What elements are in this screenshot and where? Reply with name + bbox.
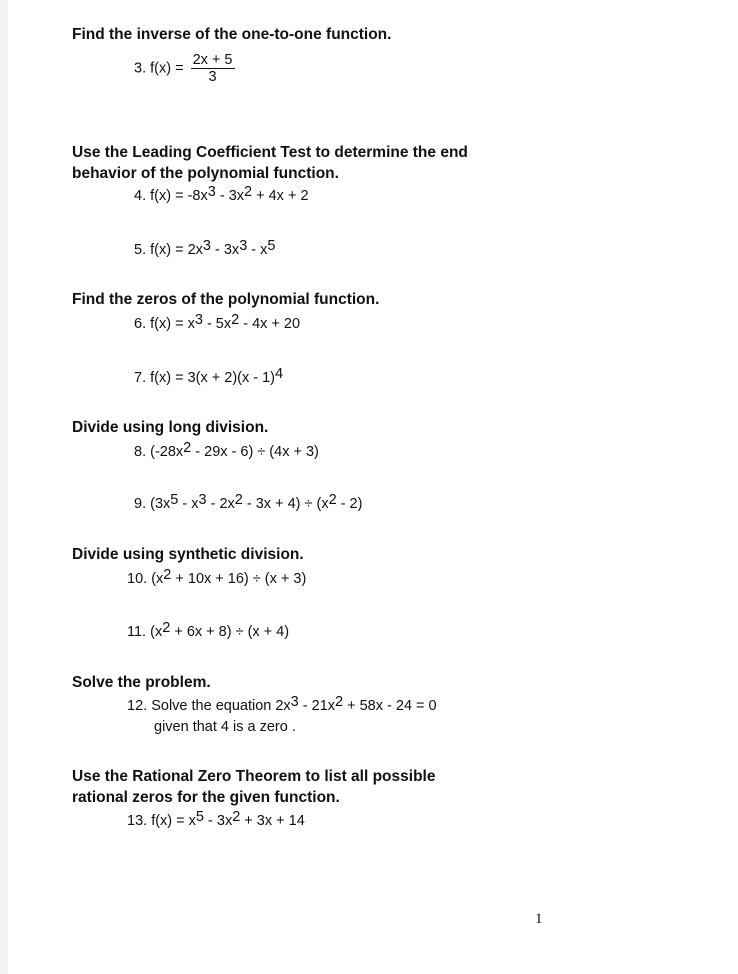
- problem-8: 8. $(-28x^2 - 29x - 6) \div (4x + 3)$: [134, 440, 319, 460]
- page-number: 1: [535, 911, 543, 927]
- problem-3: 3. f(x) = $\frac{2x + 5}{3}$: [134, 52, 233, 85]
- fraction: $\frac{2x + 5}{3}$: [192, 52, 233, 85]
- problem-4: 4. $f(x) = -8x^3 - 3x^2 + 4x + 2$: [134, 184, 309, 204]
- problem-12: 12. Solve the equation $2x^3 - 21x^2 + 58x - 24 = 0$: [127, 694, 437, 714]
- section-heading-leading-coefficient: Use the Leading Coefficient Test to determine the end behavior of the polynomial function.: [72, 144, 468, 182]
- problem-6: 6. $f(x) = x^3 - 5x^2 - 4x + 20$: [134, 312, 301, 332]
- section-heading-long-division: Divide using long division.: [72, 419, 269, 436]
- problem-13: 13. $f(x) = x^5 - 3x^2 + 3x + 14$: [127, 809, 305, 829]
- problem-9: 9. $(3x^5 - x^3 - 2x^2 - 3x + 4) \div (x^2 - 2)$: [134, 492, 363, 512]
- section-heading-solve: Solve the problem.: [72, 674, 211, 691]
- section-heading-synthetic-division: Divide using synthetic division.: [72, 546, 304, 563]
- problem-7: 7. f(x) = 3(x + 2)(x - 1)$^4$: [134, 366, 284, 386]
- problem-10: 10. $(x^2 + 10x + 16) \div (x + 3)$: [127, 567, 307, 587]
- section-heading-rational-zero: Use the Rational Zero Theorem to list all possible rational zeros for the given function.: [72, 768, 436, 806]
- problem-11: 11. $(x^2 + 6x + 8) \div (x + 4)$: [127, 620, 290, 640]
- section-heading-inverse: Find the inverse of the one-to-one function.: [72, 26, 392, 43]
- worksheet-page: [8, 0, 738, 974]
- problem-12-line-2: given that 4 is a zero .: [154, 719, 296, 735]
- problem-5: 5. $f(x) = 2x^3 - 3x^3 - x^5$: [134, 238, 276, 258]
- section-heading-zeros: Find the zeros of the polynomial function.: [72, 291, 380, 308]
